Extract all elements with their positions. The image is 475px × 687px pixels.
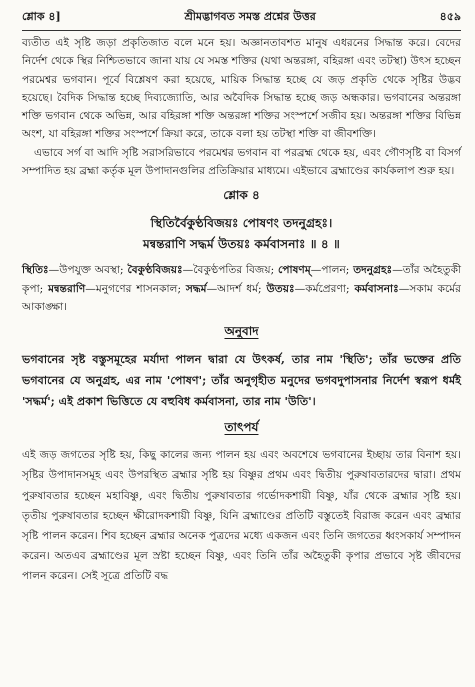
synonym-meaning: পালন; [321,264,354,277]
synonym-meaning: মনুগণের শাসনকাল; [95,282,186,295]
verse-heading: শ্লোক ৪ [223,188,260,203]
synonym-meaning: তাঁর অহৈতুকী কৃপা; [22,264,462,295]
page-header [22,8,461,31]
synonym-word: কর্মবাসনাঃ [354,282,399,295]
page-number: ৪৫৯ [439,10,461,23]
purport-heading: তাৎপর্য [224,420,259,435]
intro-paragraph: ব্যতীত এই সৃষ্টি জড়া প্রকৃতিজাত বলে মনে হয়। অজ্ঞানতাবশত মানুষ এধরনের সিদ্ধান্ত করে। বেদের নির্দেশ থেকে স্থির নিশ্চিতভাবে জানা যায় যে সমস্ত শক্তির (যথা অন্তরঙ্গা, বহিরঙ্গা এবং তটস্থা) উৎস হচ্ছেন পরমেশ্বর ভগবান। পূর্বে বিশ্লেষণ করা হয়েছে, মায়িক সিদ্ধান্ত হচ্ছে যে জড় প্রকৃতি থেকে সৃষ্টির উদ্ভব হয়েছে। বৈদিক সিদ্ধান্ত হচ্ছে দিব্যজ্যোতি, আর অবৈদিক সিদ্ধান্ত হচ্ছে জড় অন্ধকার। ভগবানের অন্তরঙ্গা শক্তি ভগবান থেকে অভিন্ন, আর বহিরঙ্গা শক্তি অন্তরঙ্গা শক্তির সংস্পর্শে সজীব হয়। অন্তরঙ্গা শক্তির বিভিন্ন অংশ, যা বহিরঙ্গা শক্তির সংস্পর্শে ক্রিয়া করে, তাকে বলা হয় তটস্থা শক্তি বা জীবশক্তি। [22,37,461,141]
intro-paragraph: এভাবে সর্গ বা আদি সৃষ্টি সরাসরিভাবে পরমেশ্বর ভগবান বা পরব্রহ্ম থেকে হয়, এবং গৌণসৃষ্টি বা বিসর্গ সম্পাদিত হয় ব্রহ্মা কর্তৃক মূল উপাদানগুলির প্রতিক্রিয়ার মাধ্যমে। এইভাবে ব্রহ্মাণ্ডের কার্যকলাপ শুরু হয়। [22,146,461,178]
running-title: শ্রীমদ্ভাগবত সমস্ত প্রশ্নের উত্তর [184,10,316,23]
synonym-word: উতয়ঃ [266,282,295,295]
verse-line: মন্বন্তরাণি সদ্ধর্ম উতয়ঃ কর্মবাসনাঃ ॥ ৪ ॥ [143,237,340,252]
synonym-meaning: কর্মপ্রেরণা; [305,282,355,295]
synonyms: স্থিতিঃ—উপযুক্ত অবস্থা; বৈকুণ্ঠবিজয়ঃ—বৈকুণ্ঠপতির বিজয়; পোষণম্—পালন; তদনুগ্রহঃ—তাঁর অহৈতুকী কৃপা; মন্বন্তরাণি—মনুগণের শাসনকাল; সদ্ধর্ম—আদর্শ ধর্ম; উতয়ঃ—কর্মপ্রেরণা; কর্মবাসনাঃ—সকাম কর্মের আকাঙ্ক্ষা। [22,264,462,313]
synonym-word: বৈকুণ্ঠবিজয়ঃ [127,264,183,277]
verse-text [22,213,461,255]
translation-text: ভগবানের সৃষ্ট বস্তুসমূহের মর্যাদা পালন দ্বারা যে উৎকর্ষ, তার নাম 'স্থিতি'; তাঁর ভক্তের প্রতি ভগবানের যে অনুগ্রহ, এর নাম 'পোষণ'; তাঁর অনুগৃহীত মনুদের ভগবদুপাসনার নির্দেশ স্বরূপ ধর্মই 'সদ্ধর্ম'; এই প্রকাশ ভিত্তিতে যে বহুবিধ কর্মবাসনা, তার নাম 'উতি'। [22,352,461,409]
synonym-word: তদনুগ্রহঃ [353,264,393,277]
verse-reference: শ্লোক ৪] [22,10,61,23]
translation-heading: অনুবাদ [224,324,259,339]
synonym-word: মন্বন্তরাণি [48,282,86,295]
synonym-meaning: আদর্শ ধর্ম; [217,282,267,295]
synonym-word: স্থিতিঃ [22,264,49,277]
purport-text: এই জড় জগতের সৃষ্টি হয়, কিছু কালের জন্য পালন হয় এবং অবশেষে ভগবানের ইচ্ছায় তার বিনাশ হয়। সৃষ্টির উপাদানসমূহ এবং উপরস্থিত ব্রহ্মার সৃষ্টি হয় বিষ্ণুর প্রথম এবং দ্বিতীয় পুরুষাবতারদের দ্বারা। প্রথম পুরুষাবতার হচ্ছেন মহাবিষ্ণু, এবং দ্বিতীয় পুরুষাবতার গর্ভোদকশায়ী বিষ্ণু, যাঁর থেকে ব্রহ্মার সৃষ্টি হয়। তৃতীয় পুরুষাবতার হচ্ছেন ক্ষীরোদকশায়ী বিষ্ণু, যিনি ব্রহ্মাণ্ডের প্রতিটি বস্তুতেই বিরাজ করেন এবং ব্রহ্মার সৃষ্টি পালন করেন। শিব হচ্ছেন ব্রহ্মার অনেক পুত্রদের মধ্যে একজন এবং তিনি জগতের ধ্বংসকার্য সম্পাদন করেন। অতএব ব্রহ্মাণ্ডের মূল স্রষ্টা হচ্ছেন বিষ্ণু, এবং তিনি তাঁর অহৈতুকী কৃপার প্রভাবে সৃষ্ট জীবদের পালন করেন। সেই সূত্রে প্রতিটি বদ্ধ [22,449,461,583]
synonym-word: সদ্ধর্ম [185,282,207,295]
verse-line: স্থিতির্বৈকুণ্ঠবিজয়ঃ পোষণং তদনুগ্রহঃ। [150,216,333,231]
synonym-meaning: উপযুক্ত অবস্থা; [59,264,128,277]
synonym-meaning: বৈকুণ্ঠপতির বিজয়; [193,264,279,277]
synonym-meaning: সকাম কর্মের আকাঙ্ক্ষা। [22,282,461,313]
synonym-word: পোষণম্ [278,264,311,277]
